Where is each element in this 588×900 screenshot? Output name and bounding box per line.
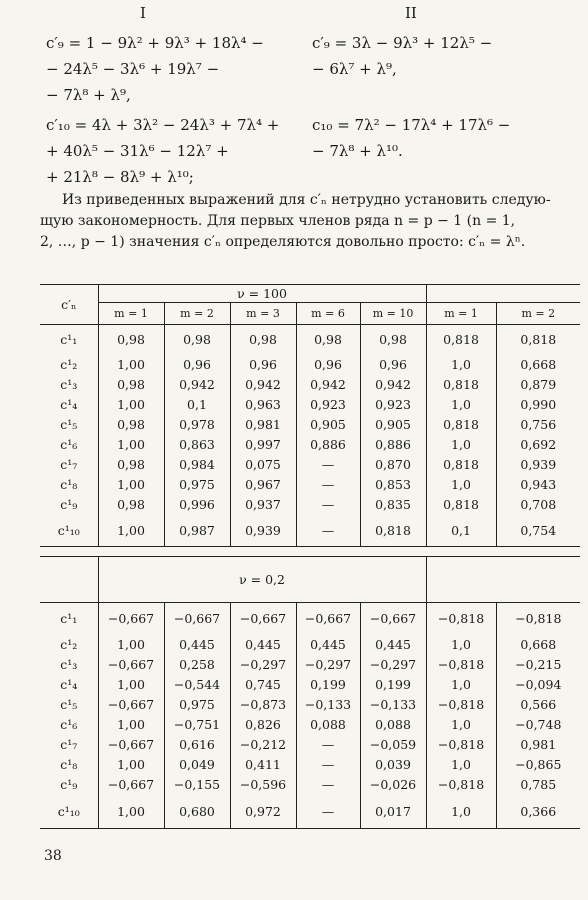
corner-label: c′ₙ: [40, 285, 98, 325]
col-header: m = 2: [164, 303, 230, 325]
table-cell: 0,886: [360, 435, 426, 455]
table-cell: 0,366: [496, 795, 580, 829]
row-label: c¹₆: [60, 717, 78, 732]
table-body: [40, 603, 580, 829]
table-cell: 0,445: [164, 635, 230, 655]
table-cell: 0,616: [164, 735, 230, 755]
table-cell: —: [296, 495, 360, 515]
table-cell: −0,667: [98, 775, 164, 795]
table-cell: —: [296, 735, 360, 755]
table-cell: 0,818: [426, 495, 496, 515]
table-cell: 0,258: [164, 655, 230, 675]
table-cell: 0,756: [496, 415, 580, 435]
table-cell: −0,751: [164, 715, 230, 735]
table-cell: 0,942: [360, 375, 426, 395]
row-label: c¹₁₀: [40, 795, 98, 829]
table-cell: 1,00: [98, 715, 164, 735]
table-cell: 0,905: [296, 415, 360, 435]
table-cell: 0,879: [496, 375, 580, 395]
table-cell: −0,133: [296, 695, 360, 715]
row-label: c¹₁: [60, 611, 78, 627]
corner-empty: [40, 557, 98, 603]
table-row: [40, 635, 580, 655]
table-cell: 0,975: [164, 475, 230, 495]
row-label: c¹₁: [60, 332, 78, 348]
table-cell: 0,826: [230, 715, 296, 735]
table-row: [40, 375, 580, 395]
table-cell: —: [296, 515, 360, 547]
table-cell: 1,00: [98, 355, 164, 375]
table-cell: 0,978: [164, 415, 230, 435]
table-cell: 0,942: [230, 375, 296, 395]
table-cell: 0,039: [360, 755, 426, 775]
formula-heading-2: II: [405, 4, 417, 22]
table-cell: −0,215: [496, 655, 580, 675]
group-header: ν = 100: [98, 285, 426, 303]
table-cell: −0,667: [98, 655, 164, 675]
table-cell: 1,00: [98, 475, 164, 495]
table-cell: 0,445: [296, 635, 360, 655]
table-row: [40, 515, 580, 547]
formula-line: − 24λ⁵ − 3λ⁶ + 19λ⁷ −: [46, 60, 220, 78]
table-cell: 0,818: [360, 515, 426, 547]
formula-line: − 7λ⁸ + λ⁹,: [46, 86, 131, 104]
table-cell: 0,199: [296, 675, 360, 695]
table-cell: 1,0: [426, 435, 496, 455]
table-row: [40, 355, 580, 375]
table-cell: 0,692: [496, 435, 580, 455]
table-cell: −0,667: [164, 603, 230, 635]
table-cell: 0,818: [496, 325, 580, 355]
table-cell: 0,199: [360, 675, 426, 695]
table-row: [40, 675, 580, 695]
formula-line: c′₉ = 3λ − 9λ³ + 12λ⁵ −: [312, 34, 493, 52]
data-table-nu-100: [40, 284, 580, 547]
table-cell: −0,818: [426, 695, 496, 715]
table-cell: 0,939: [230, 515, 296, 547]
table-cell: 0,98: [98, 415, 164, 435]
table-row: [40, 795, 580, 829]
row-label: c¹₂: [60, 637, 78, 652]
col-header: m = 2: [496, 303, 580, 325]
row-label: c¹₄: [60, 677, 78, 692]
table-cell: 0,984: [164, 455, 230, 475]
table-row: [40, 715, 580, 735]
table-cell: −0,818: [426, 603, 496, 635]
table-cell: 0,923: [296, 395, 360, 415]
table-cell: 0,987: [164, 515, 230, 547]
row-label: c¹₈: [60, 757, 78, 772]
table-body: [40, 325, 580, 547]
group-header-empty: [426, 285, 580, 303]
table-cell: 0,96: [296, 355, 360, 375]
table-cell: 1,00: [98, 635, 164, 655]
table-row: [40, 395, 580, 415]
table-cell: −0,818: [496, 603, 580, 635]
table-cell: 0,075: [230, 455, 296, 475]
table-cell: 0,680: [164, 795, 230, 829]
table-cell: 0,923: [360, 395, 426, 415]
table-cell: −0,667: [360, 603, 426, 635]
row-label: c¹₆: [60, 437, 78, 452]
table-cell: −0,667: [98, 735, 164, 755]
table-cell: −0,667: [296, 603, 360, 635]
formula-line: c′₉ = 1 − 9λ² + 9λ³ + 18λ⁴ −: [46, 34, 264, 52]
table-cell: 0,98: [230, 325, 296, 355]
table-cell: 0,943: [496, 475, 580, 495]
table-cell: 1,0: [426, 395, 496, 415]
table-cell: 0,818: [426, 455, 496, 475]
table-cell: 0,1: [426, 515, 496, 547]
row-label: c¹₁₀: [40, 515, 98, 547]
table-cell: −0,297: [296, 655, 360, 675]
table-cell: 0,818: [426, 375, 496, 395]
table-cell: 0,708: [496, 495, 580, 515]
table-cell: 0,942: [164, 375, 230, 395]
table-cell: 1,00: [98, 515, 164, 547]
table-cell: 0,937: [230, 495, 296, 515]
table-cell: 1,00: [98, 795, 164, 829]
formula-heading-1: I: [140, 4, 146, 22]
table-cell: −0,297: [230, 655, 296, 675]
table-cell: −0,544: [164, 675, 230, 695]
paragraph-line: 2, …, p − 1) значения c′ₙ определяются довольно просто: c′ₙ = λⁿ.: [40, 234, 526, 250]
table-cell: 1,0: [426, 715, 496, 735]
table-row: [40, 755, 580, 775]
table-row: [40, 655, 580, 675]
table-cell: 0,835: [360, 495, 426, 515]
table-cell: 0,96: [164, 355, 230, 375]
table-cell: 1,00: [98, 395, 164, 415]
table-cell: —: [296, 775, 360, 795]
table-cell: —: [296, 795, 360, 829]
table-row: [40, 415, 580, 435]
formula-line: c₁₀ = 7λ² − 17λ⁴ + 17λ⁶ −: [312, 116, 511, 134]
table-cell: 0,818: [426, 325, 496, 355]
row-label: c¹₃: [60, 657, 78, 672]
group-header-empty: [426, 557, 580, 603]
table-row: [40, 325, 580, 355]
table-cell: 0,745: [230, 675, 296, 695]
table-row: [40, 603, 580, 635]
table-cell: 0,017: [360, 795, 426, 829]
table-cell: 0,939: [496, 455, 580, 475]
formula-line: − 6λ⁷ + λ⁹,: [312, 60, 397, 78]
table-cell: 0,863: [164, 435, 230, 455]
col-header: m = 1: [426, 303, 496, 325]
table-cell: 0,963: [230, 395, 296, 415]
table-cell: −0,297: [360, 655, 426, 675]
data-table-nu-02: [40, 556, 580, 829]
table-cell: 0,566: [496, 695, 580, 715]
table-cell: 1,0: [426, 675, 496, 695]
table-cell: −0,596: [230, 775, 296, 795]
row-label: c¹₇: [60, 457, 78, 472]
col-header: m = 1: [98, 303, 164, 325]
table-cell: 1,0: [426, 475, 496, 495]
table-cell: 0,981: [230, 415, 296, 435]
table-cell: 0,818: [426, 415, 496, 435]
table-cell: 0,990: [496, 395, 580, 415]
table-row: [40, 735, 580, 755]
table-cell: 0,96: [230, 355, 296, 375]
table-cell: 0,411: [230, 755, 296, 775]
formula-line: + 40λ⁵ − 31λ⁶ − 12λ⁷ +: [46, 142, 229, 160]
table-cell: 0,668: [496, 635, 580, 655]
row-label: c¹₈: [60, 477, 78, 492]
table-cell: 0,975: [164, 695, 230, 715]
table-cell: —: [296, 455, 360, 475]
table-cell: 0,668: [496, 355, 580, 375]
formula-line: + 21λ⁸ − 8λ⁹ + λ¹⁰;: [46, 168, 194, 186]
table-cell: 0,98: [360, 325, 426, 355]
table-cell: 0,997: [230, 435, 296, 455]
row-label: c¹₂: [60, 357, 78, 372]
col-header: m = 6: [296, 303, 360, 325]
table-cell: −0,059: [360, 735, 426, 755]
table-cell: 0,98: [296, 325, 360, 355]
table-cell: −0,667: [230, 603, 296, 635]
table-cell: 0,967: [230, 475, 296, 495]
table-cell: −0,818: [426, 735, 496, 755]
table-cell: 0,981: [496, 735, 580, 755]
table-cell: —: [296, 475, 360, 495]
table-cell: 0,972: [230, 795, 296, 829]
col-header: m = 3: [230, 303, 296, 325]
table-cell: 0,96: [360, 355, 426, 375]
table-cell: 1,00: [98, 755, 164, 775]
table-cell: 0,98: [98, 375, 164, 395]
table-cell: −0,133: [360, 695, 426, 715]
table-cell: —: [296, 755, 360, 775]
table-cell: 0,996: [164, 495, 230, 515]
table-row: [40, 695, 580, 715]
table-cell: −0,094: [496, 675, 580, 695]
col-header: m = 10: [360, 303, 426, 325]
table-cell: −0,667: [98, 695, 164, 715]
table-cell: 0,445: [230, 635, 296, 655]
table-row: [40, 455, 580, 475]
table-cell: 1,0: [426, 635, 496, 655]
body-paragraph: [40, 190, 580, 253]
table-cell: −0,748: [496, 715, 580, 735]
table-cell: 0,445: [360, 635, 426, 655]
row-label: c¹₄: [60, 397, 78, 412]
formula-line: − 7λ⁸ + λ¹⁰.: [312, 142, 403, 160]
table-cell: 0,088: [360, 715, 426, 735]
table-cell: −0,667: [98, 603, 164, 635]
table-cell: 0,853: [360, 475, 426, 495]
table-cell: 1,00: [98, 675, 164, 695]
table-cell: 0,98: [98, 325, 164, 355]
table-cell: 1,00: [98, 435, 164, 455]
table-cell: −0,818: [426, 655, 496, 675]
row-label: c¹₅: [60, 417, 78, 432]
table-cell: 0,785: [496, 775, 580, 795]
table-cell: 1,0: [426, 795, 496, 829]
table-cell: 0,870: [360, 455, 426, 475]
table-cell: 0,98: [98, 495, 164, 515]
row-label: c¹₃: [60, 377, 78, 392]
table-row: [40, 495, 580, 515]
page-number: 38: [44, 848, 62, 864]
table-cell: 0,98: [98, 455, 164, 475]
table-row: [40, 435, 580, 455]
table-cell: 0,886: [296, 435, 360, 455]
formula-line: c′₁₀ = 4λ + 3λ² − 24λ³ + 7λ⁴ +: [46, 116, 280, 134]
table-row: [40, 775, 580, 795]
table-cell: −0,155: [164, 775, 230, 795]
table-cell: 0,942: [296, 375, 360, 395]
table-row: [40, 475, 580, 495]
table-cell: 1,0: [426, 755, 496, 775]
group-header: ν = 0,2: [98, 557, 426, 603]
table-cell: −0,818: [426, 775, 496, 795]
row-label: c¹₉: [60, 497, 78, 512]
table-cell: −0,873: [230, 695, 296, 715]
paragraph-line: щую закономерность. Для первых членов ряда n = p − 1 (n = 1,: [40, 213, 516, 229]
table-cell: 0,1: [164, 395, 230, 415]
row-label: c¹₇: [60, 737, 78, 752]
table-cell: 0,088: [296, 715, 360, 735]
table-cell: 0,049: [164, 755, 230, 775]
row-label: c¹₅: [60, 697, 78, 712]
table-cell: 0,98: [164, 325, 230, 355]
paragraph-line: Из приведенных выражений для c′ₙ нетрудно установить следую-: [62, 192, 551, 208]
table-cell: 0,754: [496, 515, 580, 547]
table-cell: 0,905: [360, 415, 426, 435]
table-cell: 1,0: [426, 355, 496, 375]
row-label: c¹₉: [60, 777, 78, 792]
table-cell: −0,212: [230, 735, 296, 755]
table-cell: −0,865: [496, 755, 580, 775]
table-cell: −0,026: [360, 775, 426, 795]
